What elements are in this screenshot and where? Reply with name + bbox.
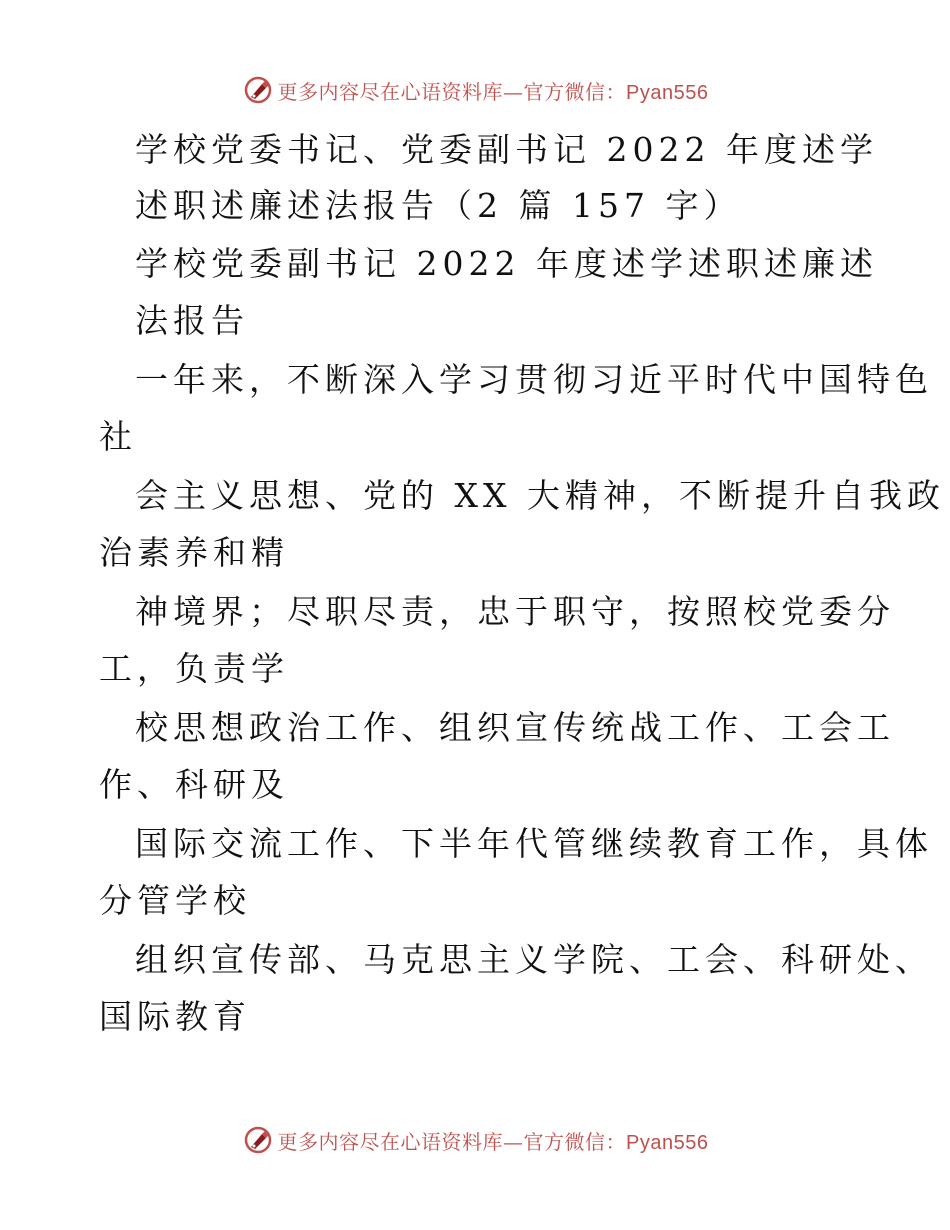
doc-line: 一年来，不断深入学习贯彻习近平时代中国特色	[135, 360, 933, 399]
banner-account: Pyan556	[626, 81, 709, 104]
doc-line: 社	[99, 417, 137, 456]
footer-banner	[0, 1120, 950, 1160]
doc-line: 组织宣传部、马克思主义学院、工会、科研处、	[135, 940, 933, 979]
banner-title: 更多内容尽在心语资料库	[277, 79, 504, 104]
doc-line: 学校党委副书记 2022 年度述学述职述廉述	[135, 244, 878, 283]
header-banner	[0, 70, 950, 110]
banner-dash: —	[503, 79, 524, 104]
banner-title: 更多内容尽在心语资料库	[277, 1129, 504, 1154]
doc-line: 会主义思想、党的 XX 大精神，不断提升自我政	[135, 476, 945, 515]
doc-line: 国际交流工作、下半年代管继续教育工作，具体	[135, 824, 933, 863]
doc-line: 作、科研及	[99, 765, 289, 804]
pen-nib-logo-icon	[242, 74, 274, 106]
doc-line: 学校党委书记、党委副书记 2022 年度述学	[135, 130, 878, 169]
doc-line: 校思想政治工作、组织宣传统战工作、工会工	[135, 708, 895, 747]
doc-line: 治素养和精	[99, 533, 289, 572]
banner-wechat-label: 官方微信：	[523, 1129, 627, 1154]
doc-line: 国际教育	[99, 997, 251, 1036]
doc-line: 工，负责学	[99, 649, 289, 688]
pen-nib-logo-icon	[242, 1124, 274, 1156]
doc-line: 分管学校	[99, 881, 251, 920]
doc-line: 神境界；尽职尽责，忠于职守，按照校党委分	[135, 592, 895, 631]
banner-account: Pyan556	[626, 1131, 709, 1154]
banner-wechat-label: 官方微信：	[523, 79, 627, 104]
banner-dash: —	[503, 1129, 524, 1154]
doc-line: 述职述廉述法报告（2 篇 157 字）	[135, 186, 742, 225]
doc-line: 法报告	[135, 301, 249, 340]
